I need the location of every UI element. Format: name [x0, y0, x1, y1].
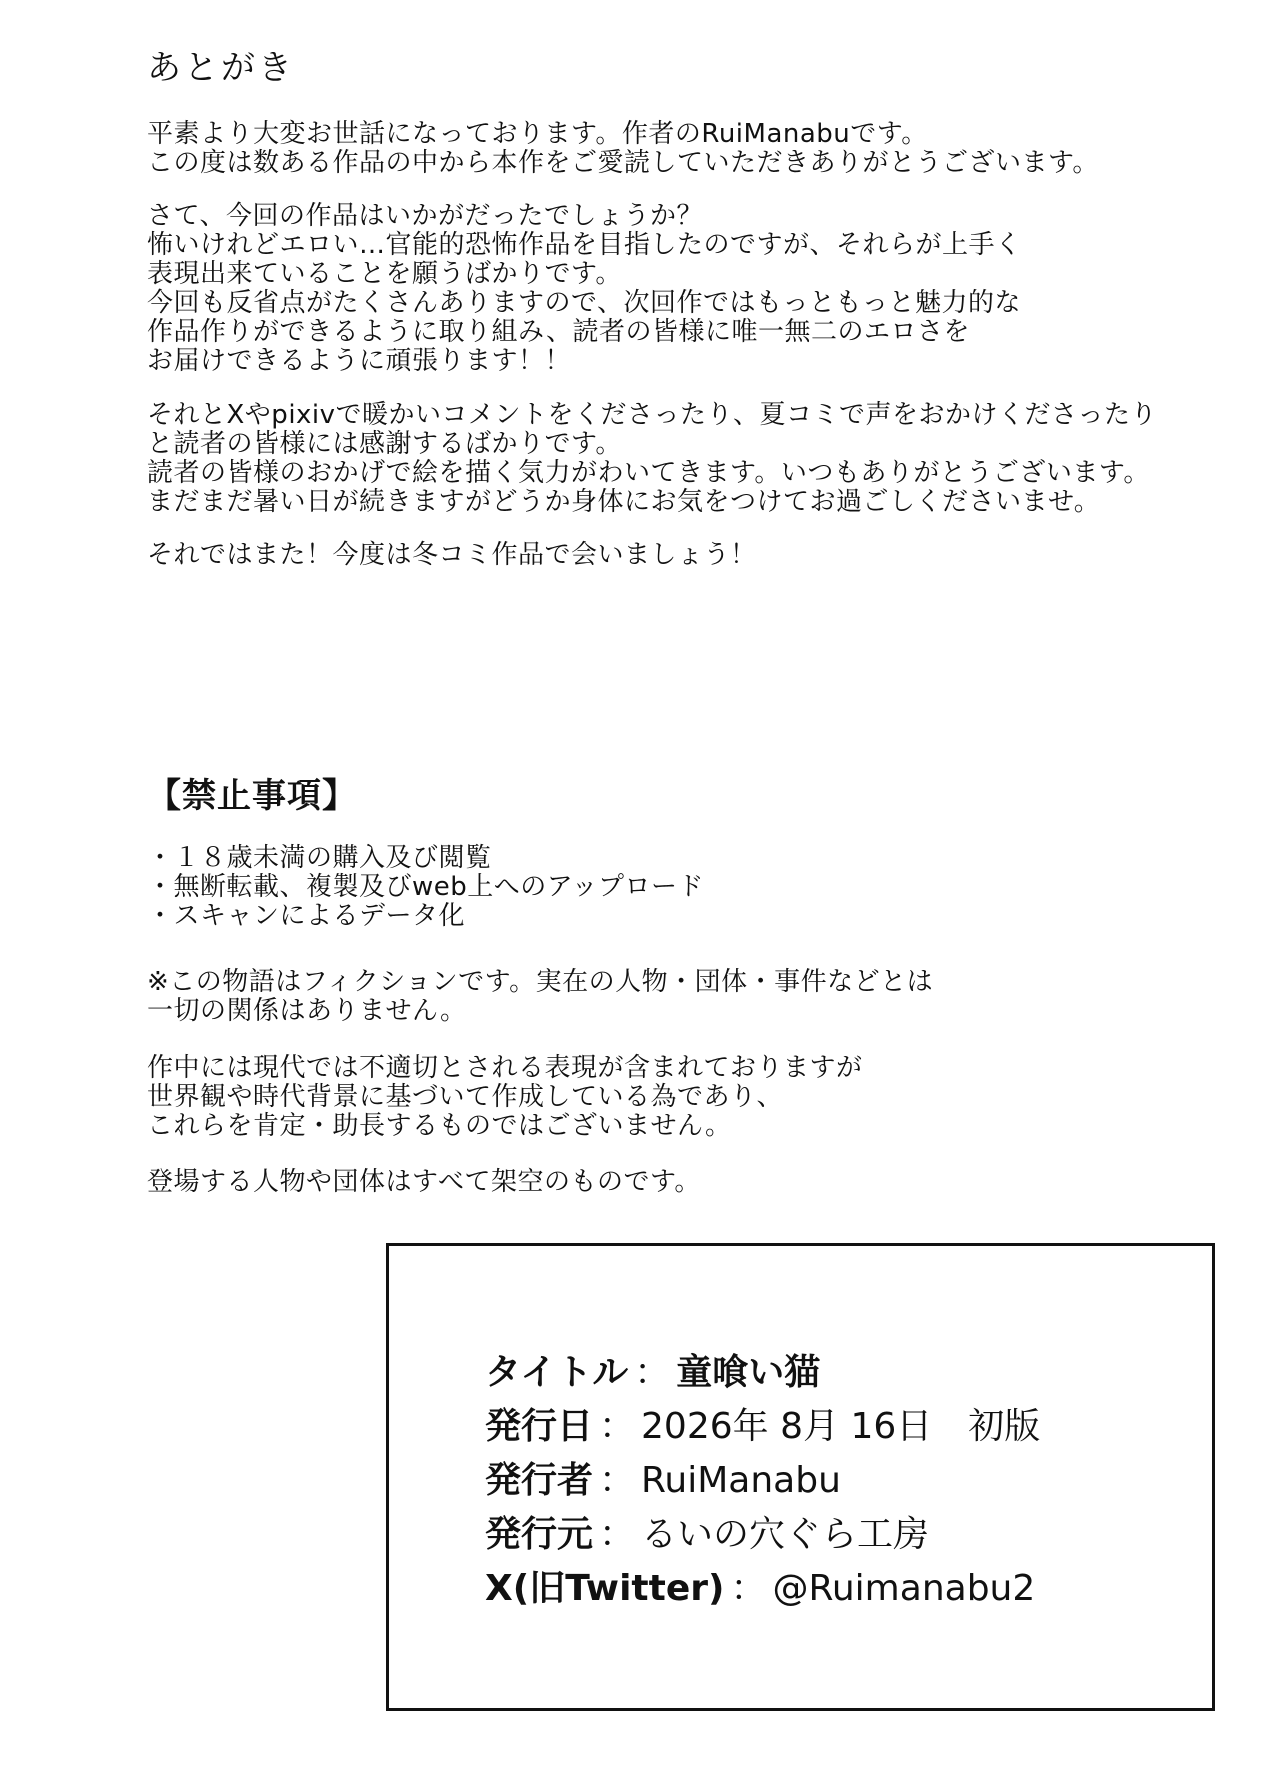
list-item: ・スキャンによるデータ化: [147, 901, 466, 931]
colophon-date-value: 2026年 8月 16日 初版: [641, 1406, 1041, 1447]
prohibited-list: [147, 844, 1227, 931]
colophon-separator: ：: [730, 1568, 767, 1609]
text-line: 作中には現代では不適切とされる表現が含まれておりますが: [147, 1053, 863, 1083]
colophon-separator: ：: [599, 1460, 636, 1501]
colophon-social-value: @Ruimanabu2: [772, 1568, 1036, 1609]
afterword-paragraph-1: [147, 120, 1227, 178]
text-line: さて、今回の作品はいかがだったでしょうか？: [147, 201, 703, 231]
colophon-publisher-value: RuiManabu: [641, 1460, 841, 1501]
afterword-paragraph-4: [147, 541, 1227, 570]
text-line: 一切の関係はありません。: [147, 996, 467, 1026]
afterword-paragraph-2: [147, 202, 1227, 376]
colophon-rows: [485, 1346, 1040, 1616]
text-line: 怖いけれどエロい…官能的恐怖作品を目指したのですが、それらが上手く: [147, 230, 1022, 260]
colophon-title-value: 童喰い猫: [676, 1352, 821, 1393]
colophon-social-label: X(旧Twitter): [485, 1568, 725, 1609]
text-line: 世界観や時代背景に基づいて作成している為であり、: [147, 1082, 784, 1112]
text-line: まだまだ暑い日が続きますがどうか身体にお気をつけてお過ごしくださいませ。: [147, 487, 1101, 517]
list-item: ・無断転載、複製及びweb上へのアップロード: [147, 872, 704, 902]
text-line: これらを肯定・助長するものではございません。: [147, 1111, 732, 1141]
colophon-social-row: [485, 1562, 1040, 1616]
colophon-publisher-label: 発行者: [485, 1460, 594, 1501]
colophon-circle-row: [485, 1508, 1040, 1562]
text-line: お届けできるように頑張ります！！: [147, 346, 572, 376]
colophon-date-row: [485, 1400, 1040, 1454]
text-line: 表現出来ていることを願うばかりです。: [147, 259, 622, 289]
colophon-date-label: 発行日: [485, 1406, 594, 1447]
text-line: ※この物語はフィクションです。実在の人物・団体・事件などとは: [147, 967, 934, 997]
text-line: 今回も反省点がたくさんありますので、次回作ではもっともっと魅力的な: [147, 288, 1021, 318]
text-line: それではまた！今度は冬コミ作品で会いましょう！: [147, 540, 757, 570]
colophon-publisher-row: [485, 1454, 1040, 1508]
colophon-circle-label: 発行元: [485, 1514, 594, 1555]
notice-expressions: [147, 1054, 1227, 1141]
text-line: それとXやpixivで暖かいコメントをくださったり、夏コミで声をおかけくださったり: [147, 400, 1158, 430]
text-line: 作品作りができるように取り組み、読者の皆様に唯一無二のエロさを: [147, 317, 971, 347]
colophon-title-row: [485, 1346, 1040, 1400]
colophon-separator: ：: [634, 1352, 671, 1393]
colophon-title-label: タイトル: [485, 1352, 629, 1393]
text-line: 登場する人物や団体はすべて架空のものです。: [147, 1167, 701, 1197]
text-line: 平素より大変お世話になっております。作者のRuiManabuです。: [147, 119, 928, 149]
prohibited-heading: 【禁止事項】: [147, 776, 357, 816]
text-line: 読者の皆様のおかげで絵を描く気力がわいてきます。いつもありがとうございます。: [147, 458, 1150, 488]
colophon-box: [386, 1243, 1215, 1711]
notice-fiction: [147, 968, 1227, 1026]
colophon-separator: ：: [599, 1406, 636, 1447]
afterword-heading: あとがき: [147, 48, 295, 88]
colophon-separator: ：: [599, 1514, 636, 1555]
colophon-circle-value: るいの穴ぐら工房: [641, 1514, 930, 1555]
notice-fictional: [147, 1168, 1227, 1197]
text-line: この度は数ある作品の中から本作をご愛読していただきありがとうございます。: [147, 148, 1099, 178]
list-item: ・１８歳未満の購入及び閲覧: [147, 843, 492, 873]
afterword-paragraph-3: [147, 401, 1227, 517]
text-line: と読者の皆様には感謝するばかりです。: [147, 429, 622, 459]
